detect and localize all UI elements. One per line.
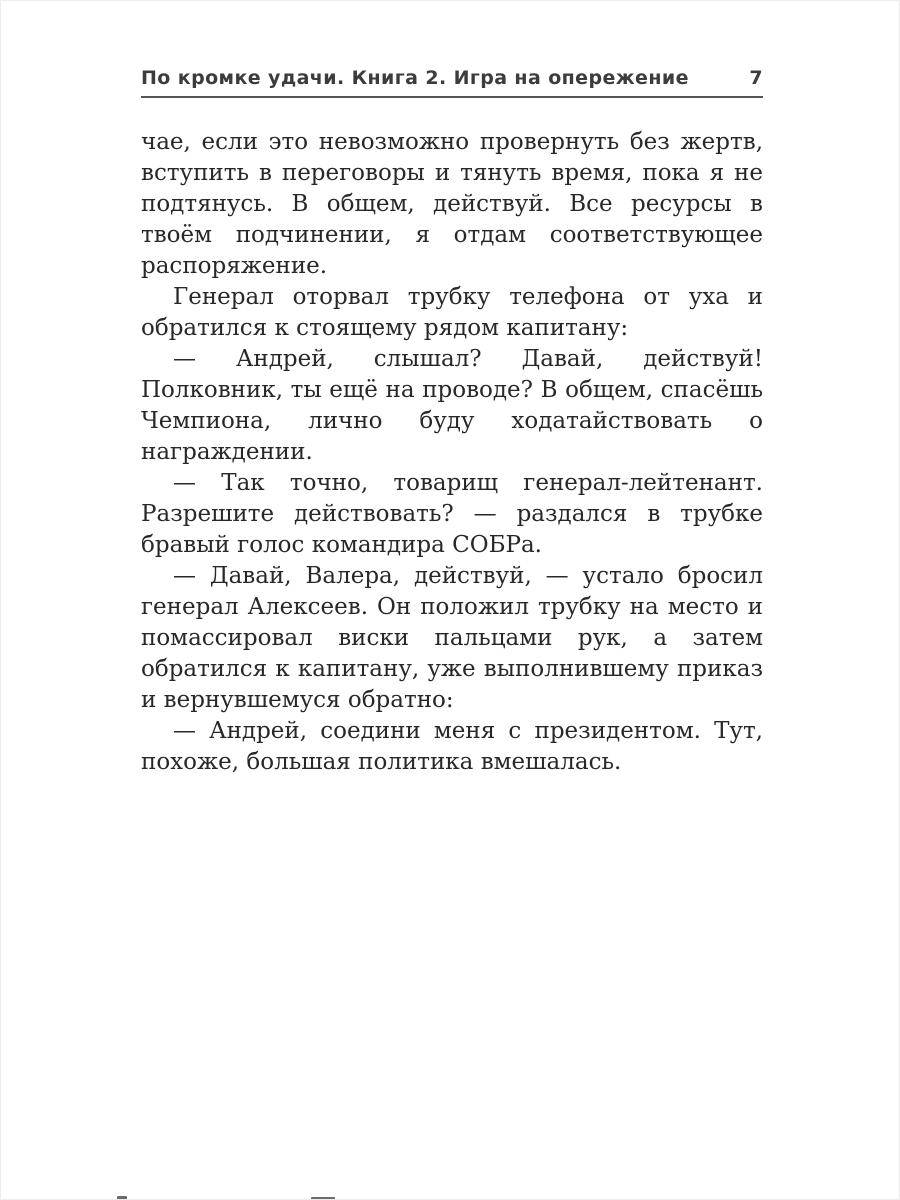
paragraph: — Андрей, соедини меня с президентом. Тут, похоже, большая политика вмешалась. — [141, 718, 763, 775]
scan-artifact — [117, 1196, 127, 1200]
page-header — [141, 67, 763, 106]
paragraph: чае, если это невозможно провернуть без жертв, вступить в переговоры и тянуть время, пока я не подтянусь. В общем, действуй. Все ресурсы в твоём подчинении, я отдам соответствующее распоряжение. — [141, 129, 763, 279]
paragraph: — Давай, Валера, действуй, — устало бросил генерал Алексеев. Он положил трубку на место и помассировал виски пальцами рук, а затем обратился к капитану, уже выполнившему приказ и вернувшемуся обратно: — [141, 563, 763, 713]
paragraph: — Так точно, товарищ генерал-лейтенант. Разрешите действовать? — раздался в трубке бравый голос командира СОБРа. — [141, 470, 763, 558]
paragraph: Генерал оторвал трубку телефона от уха и обратился к стоящему рядом капитану: — [141, 284, 763, 341]
paragraph: — Андрей, слышал? Давай, действуй! Полковник, ты ещё на проводе? В общем, спасёшь Чемпиона, лично буду ходатайствовать о награждении. — [141, 346, 763, 465]
page-text — [141, 127, 763, 778]
running-title: По кромке удачи. Книга 2. Игра на опережение — [141, 67, 689, 89]
header-rule — [141, 96, 763, 98]
page-number: 7 — [749, 67, 763, 89]
